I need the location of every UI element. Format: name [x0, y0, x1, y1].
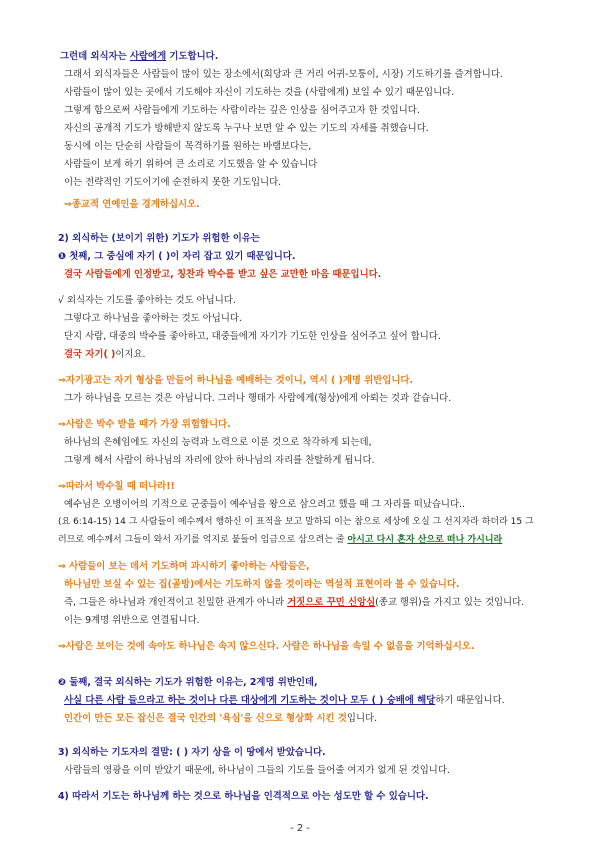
fake-faith-highlight: 거짓으로 꾸민 신앙심	[287, 597, 376, 608]
section1-line: 그렇게 함으로써 사람들에게 기도하는 사람이라는 깊은 인상을 심어주고자 한 것입니다.	[64, 105, 420, 116]
page-number: - 2 -	[290, 823, 310, 834]
section1-line: 그래서 외식자들은 사람들이 많이 있는 장소에서(회당과 큰 거리 어귀-모퉁이, 시장) 기도하기를 즐겨합니다.	[64, 69, 503, 80]
section3-body: 사람들의 영광을 이미 받았기 때문에, 하나님이 그들의 기도를 들어줄 여지가 없게 된 것입니다.	[64, 765, 450, 776]
point2-line: 사실 다른 사람 들으라고 하는 것이나 다른 대상에게 기도하는 것이나 모두 ( ) 숭배에 해당하기 때문입니다.	[64, 695, 505, 706]
note3-line: 예수님은 오병이어의 기적으로 군중들이 예수님을 왕으로 삼으려고 했을 때 그 자리를 떠났습니다..	[64, 499, 465, 510]
point2-title: ❷ 둘째, 결국 외식하는 기도가 위험한 이유는, 2계명 위반인데,	[58, 677, 318, 688]
note5: ⇒사람은 보이는 것에 속아도 하나님은 속지 않으신다. 사람은 하나님을 속일 수 없음을 기억하십시오.	[58, 641, 475, 652]
note1-body: 그가 하나님을 모르는 것은 아닙니다. 그러나 행태가 사람에게(형상)에게 아뢰는 것과 같습니다.	[64, 393, 452, 404]
note1-title: ⇒자기광고는 자기 형상을 만들어 하나님을 예배하는 것이니, 역시 ( )계명 위반입니다.	[58, 375, 414, 386]
section1-line: 사람들이 많이 있는 곳에서 기도해야 자신이 기도하는 것을 (사람에게) 보일 수 있기 때문입니다.	[64, 87, 455, 98]
point1-red-text: 결국 사람들에게 인정받고, 칭찬과 박수를 받고 싶은 교만한 마음 때문입니다.	[64, 269, 382, 280]
section1-line: 동시에 이는 단순히 사람들이 목격하기를 원하는 바램보다는,	[64, 141, 312, 152]
section1-line: 자신의 공개적 기도가 방해받지 않도록 누구나 보면 알 수 있는 기도의 자세를 취했습니다.	[64, 123, 429, 134]
note4-line: 이는 9계명 위반으로 연결됩니다.	[64, 615, 200, 626]
note2-line: 하나님의 은혜임에도 자신의 능력과 노력으로 이룬 것으로 착각하게 되는데,	[64, 437, 372, 448]
note4-line: 즉, 그들은 하나님과 개인적이고 친밀한 관계가 아니라 거짓으로 꾸민 신앙심(종교 행위)을 가지고 있는 것입니다.	[64, 597, 525, 608]
emphasis-to-people: 사람에게	[129, 51, 167, 62]
note3-title: ⇒따라서 박수칠 때 떠나라!!	[58, 481, 175, 492]
note2-line: 그렇게 해서 사람이 하나님의 자리에 앉아 하나님의 자리를 찬탈하게 됩니다.	[64, 455, 375, 466]
note4-line: 하나님만 보실 수 있는 집(골방)에서는 기도하지 않을 것이라는 역설적 표현이라 볼 수 있습니다.	[64, 579, 460, 590]
point1-title: ❶ 첫째, 그 중심에 자기 ( )이 자리 잡고 있기 때문입니다.	[58, 251, 296, 262]
note4-title: ⇒ 사람들이 보는 데서 기도하며 과시하기 좋아하는 사람들은,	[58, 561, 310, 572]
note2-title: ⇒사람은 박수 받을 때가 가장 위험합니다.	[58, 419, 231, 430]
section3-heading: 3) 외식하는 기도자의 결말: ( ) 자기 상을 이 땅에서 받았습니다.	[58, 747, 326, 758]
section1-note: ⇒종교적 연예인을 경계하십시오.	[64, 199, 200, 210]
section1-line: 이는 전략적인 기도이기에 순전하지 못한 기도입니다.	[64, 177, 282, 188]
check-line: 그렇다고 하나님을 좋아하는 것도 아닙니다.	[64, 313, 242, 324]
section4-heading: 4) 따라서 기도는 하나님께 하는 것으로 하나님을 인격적으로 아는 성도만 할 수 있습니다.	[58, 791, 429, 802]
check-line: √ 외식자는 기도를 좋아하는 것도 아닙니다.	[58, 295, 236, 306]
note3-verse-end: 러므로 예수께서 그들이 와서 자기를 억지로 붙들어 임금으로 삼으려는 줄 아시고 다시 혼자 산으로 떠나 가시니라	[58, 535, 503, 545]
point2-line: 인간이 만든 모든 잡신은 결국 인간의 '욕심'을 신으로 형상화 시킨 것입니다.	[64, 713, 378, 724]
section2-heading: 2) 외식하는 (보이기 위한) 기도가 위험한 이유는	[58, 233, 260, 244]
verse-highlight: 아시고 다시 혼자 산으로 떠나 가시니라	[347, 535, 503, 545]
note3-verse: (요 6:14-15) 14 그 사람들이 예수께서 행하신 이 표적을 보고 말하되 이는 참으로 세상에 오실 그 선지자라 하더라 15 그	[58, 517, 534, 527]
check-line: 단지 사람, 대중의 박수를 좋아하고, 대중들에게 자기가 기도한 인상을 심어주고 싶어 합니다.	[64, 331, 441, 342]
check-conclusion: 결국 자기( )이지요.	[64, 349, 146, 360]
section1-heading: 그런데 외식자는 사람에게 기도합니다.	[60, 51, 219, 62]
section1-line: 사람들이 보게 하기 위하여 큰 소리로 기도했음 알 수 있습니다	[64, 159, 318, 170]
